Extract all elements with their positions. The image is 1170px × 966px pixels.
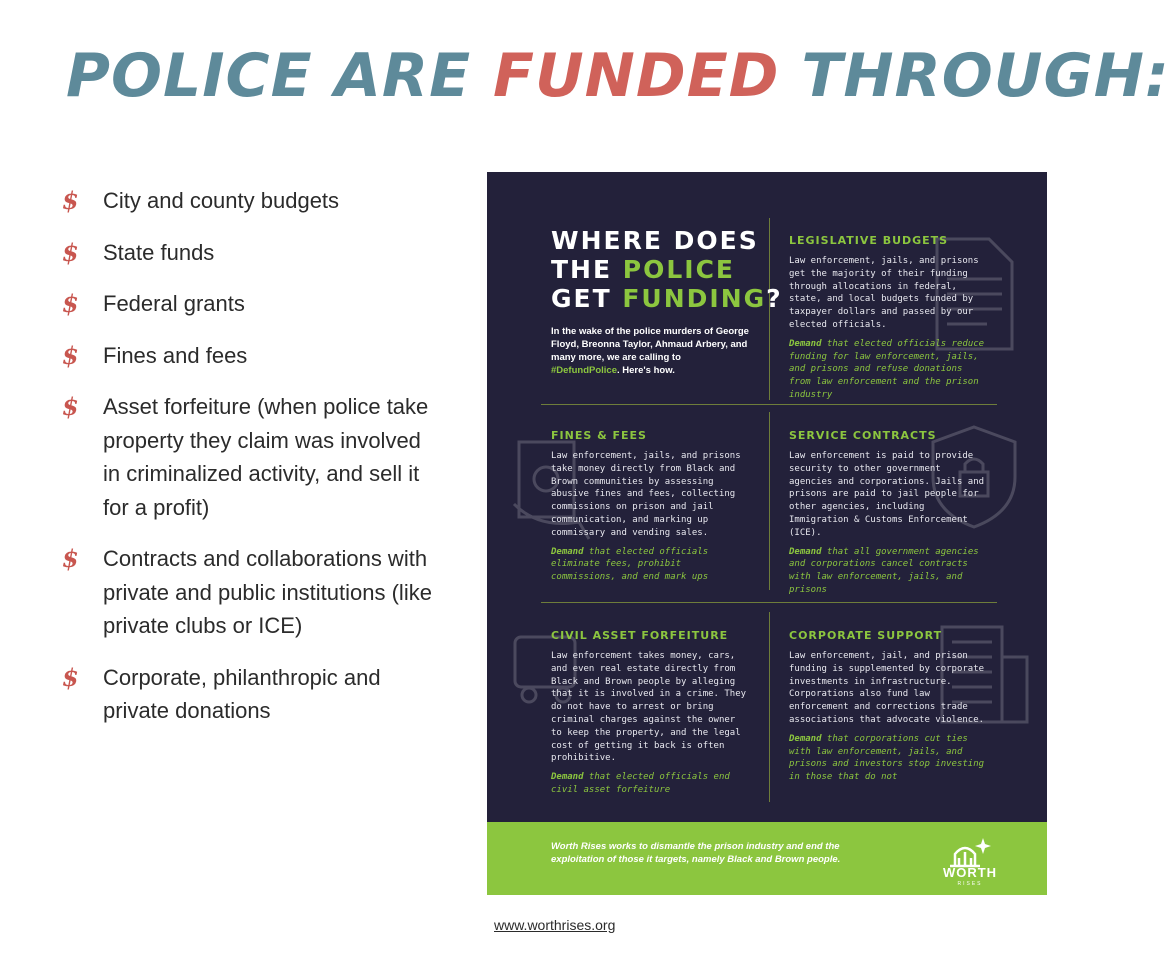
section-demand	[789, 546, 989, 597]
list-item	[62, 287, 432, 321]
list-item-label: Asset forfeiture (when police take property they claim was involved in criminalized activity, and sell it for a profit)	[103, 394, 429, 520]
list-item	[62, 184, 432, 218]
dollar-icon: $	[62, 544, 79, 573]
section-title: CORPORATE SUPPORT	[789, 629, 943, 642]
demand-word: Demand	[789, 733, 822, 744]
section-corporate-support	[789, 629, 989, 784]
poster-main	[487, 172, 1047, 822]
list-item	[62, 542, 432, 643]
section-service-contracts	[789, 429, 989, 597]
column-divider	[769, 412, 770, 590]
dollar-icon: $	[62, 186, 79, 215]
poster-intro	[551, 325, 751, 377]
demand-word: Demand	[789, 546, 822, 557]
section-title: LEGISLATIVE BUDGETS	[789, 234, 949, 247]
poster-title-line3-a: GET	[551, 284, 623, 313]
section-legislative-budgets	[789, 234, 989, 402]
section-body: Law enforcement takes money, cars, and even real estate directly from Black and Brown people by alleging that it is involved in a crime. They do not have to arrest or bring criminal charges against the owner to keep the property, and the legal cost of getting it back is often prohibitive.	[551, 651, 747, 764]
logo-wordmark: WORTH	[942, 865, 998, 880]
demand-text: that elected officials reduce funding for law enforcement, jails, and prisons and refuse donations from law enforcement and the prison industry	[789, 338, 985, 400]
demand-text: that elected officials eliminate fees, prohibit commissions, and end mark ups	[551, 546, 709, 583]
demand-word: Demand	[551, 546, 584, 557]
poster-title	[551, 226, 783, 313]
dollar-icon: $	[62, 289, 79, 318]
section-civil-asset-forfeiture	[551, 629, 751, 797]
section-title: FINES & FEES	[551, 429, 647, 442]
list-item-label: Corporate, philanthropic and private donations	[103, 664, 381, 723]
hashtag: #DefundPolice	[551, 365, 617, 376]
dollar-icon: $	[62, 392, 79, 421]
section-demand	[551, 546, 751, 584]
section-body: Law enforcement, jail, and prison funding is supplemented by corporate investments in infrastructure. Corporations also fund law enforcement and corrections trade associations that advocate violence.	[789, 651, 985, 725]
list-item-label: Federal grants	[103, 291, 245, 316]
list-item-label: Fines and fees	[103, 342, 248, 368]
dollar-icon: $	[62, 662, 79, 692]
demand-word: Demand	[789, 338, 822, 349]
demand-text: that corporations cut ties with law enforcement, jails, and prisons and investors stop investing in those that do not	[789, 733, 985, 783]
footer-mission: Worth Rises works to dismantle the prison industry and end the exploitation of those it targets, namely Black and Brown people.	[551, 841, 841, 865]
list-item-label: State funds	[103, 239, 215, 265]
column-divider	[769, 612, 770, 802]
funding-poster	[487, 172, 1047, 895]
list-item	[62, 661, 432, 728]
poster-intro-b: . Here's how.	[617, 365, 675, 376]
list-item	[62, 339, 432, 373]
poster-intro-a: In the wake of the police murders of George Floyd, Breonna Taylor, Ahmaud Arbery, and many more, we are calling to	[551, 326, 749, 363]
website-link[interactable]: www.worthrises.org	[494, 917, 616, 933]
poster-title-line2-a: THE	[551, 255, 623, 284]
poster-title-line3-b: FUNDING	[622, 284, 767, 313]
list-item-label: City and county budgets	[103, 188, 340, 213]
row-divider	[541, 602, 997, 603]
section-demand	[789, 733, 989, 784]
page-headline	[66, 36, 1170, 116]
list-item	[62, 390, 432, 524]
poster-title-line1: WHERE DOES	[551, 226, 759, 255]
list-item-label: Contracts and collaborations with private and public institutions (like private clubs or ICE)	[103, 546, 432, 638]
poster-title-line3-c: ?	[766, 284, 783, 313]
section-demand	[551, 771, 751, 797]
poster-footer	[487, 822, 1047, 895]
logo-subword: RISES	[957, 881, 983, 887]
section-demand	[789, 338, 989, 402]
section-title: CIVIL ASSET FORFEITURE	[551, 629, 729, 642]
section-title: SERVICE CONTRACTS	[789, 429, 937, 442]
dollar-icon: $	[62, 237, 79, 267]
row-divider	[541, 404, 997, 405]
headline-part2: THROUGH:	[779, 41, 1170, 111]
section-body: Law enforcement, jails, and prisons get the majority of their funding through allocations in federal, state, and local budgets funded by taxpayer dollars and passed by our elected officials.	[789, 256, 979, 330]
demand-word: Demand	[551, 772, 584, 783]
section-body: Law enforcement, jails, and prisons take money directly from Black and Brown communities by assessing abusive fines and fees, collecting commissions on prison and jail communication, and marking up commissary and vending sales.	[551, 451, 741, 538]
poster-title-line2-b: POLICE	[622, 255, 735, 284]
dollar-icon: $	[62, 340, 79, 370]
list-item	[62, 236, 432, 270]
demand-text: that elected officials end civil asset forfeiture	[551, 772, 730, 795]
headline-part1: POLICE ARE	[66, 41, 493, 111]
section-body: Law enforcement is paid to provide security to other government agencies and corporations. Jails and prisons are paid to jail people for other agencies, including Immigration & Customs Enforcement (ICE).	[789, 451, 985, 538]
headline-accent: FUNDED	[492, 41, 780, 111]
section-fines-fees	[551, 429, 751, 584]
funding-source-list	[62, 184, 432, 746]
demand-text: that all government agencies and corporations cancel contracts with law enforcement, jails, and prisons	[789, 546, 979, 595]
